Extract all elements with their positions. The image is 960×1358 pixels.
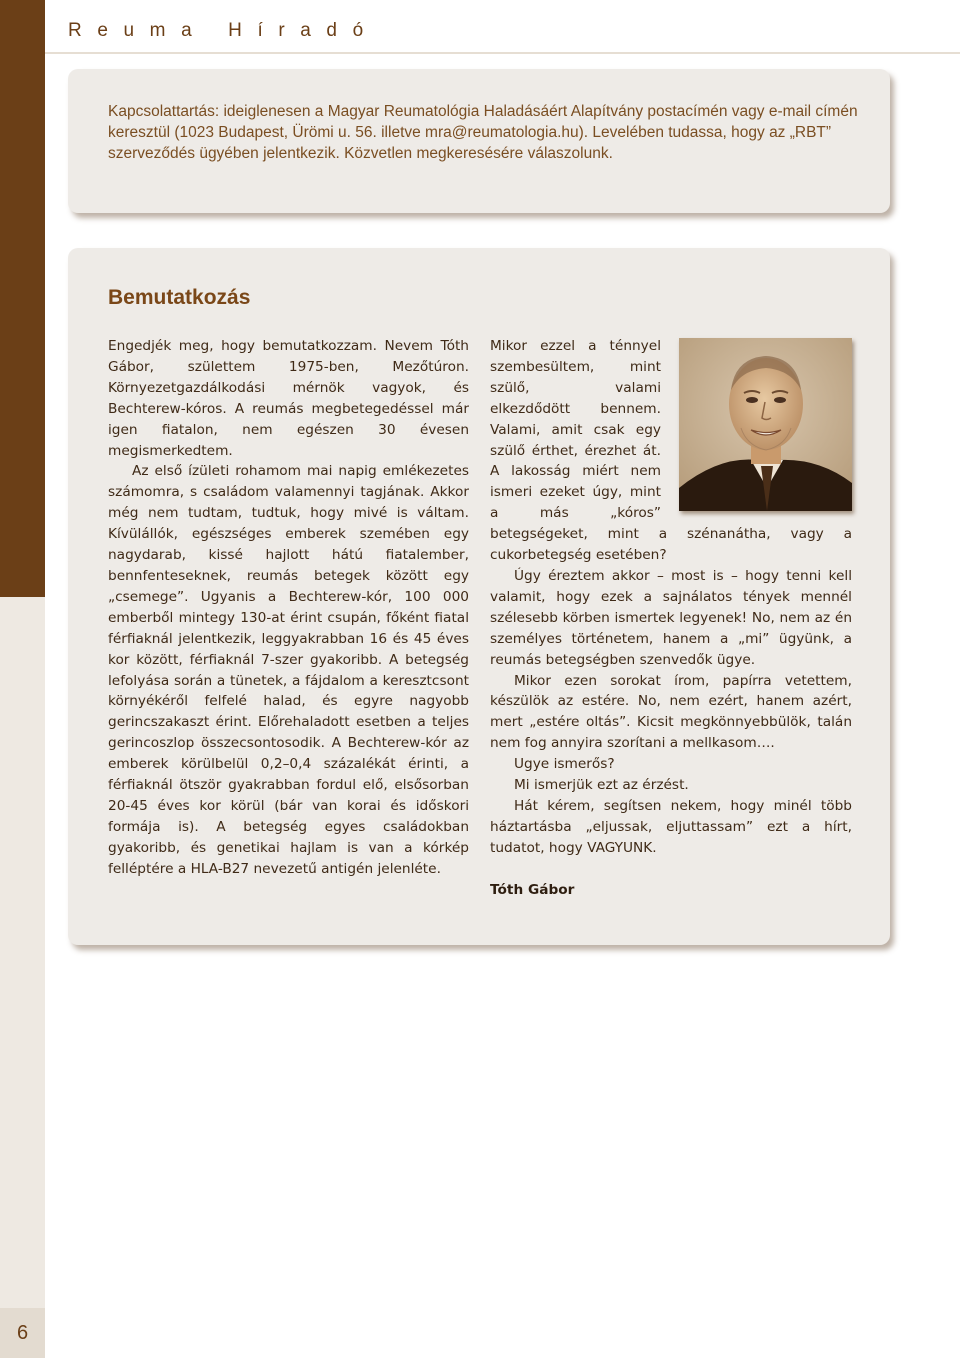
running-header: Reuma Híradó [68, 20, 379, 41]
sidebar-accent [0, 0, 45, 597]
sidebar-lower [0, 597, 45, 1358]
paragraph: Mikor ezzel a ténnyel szembesültem, mint szülő, valami elkezdődött bennem. Valami, amit csak egy szülő érthet, érezhet át. A lakosság miért nem ismeri ezeket úgy, mint a más „kóros” betegségeket, mint a szénanátha, vagy a cukorbetegség esetében? [490, 338, 852, 564]
article-author: Tóth Gábor [490, 881, 575, 898]
header-divider [45, 52, 960, 54]
paragraph: Úgy éreztem akkor – most is – hogy tenni kell valamit, hogy ezek a sajnálatos tények mennél szélesebb körben ismertek legyenek! No, nem az én személyes történetem, hanem a „mi” ügyünk, a reumás betegségben szenvedők ügye. [490, 567, 852, 668]
contact-text: Kapcsolattartás: ideiglenesen a Magyar Reumatológia Haladásáért Alapítvány postacímén vagy e-mail címén keresztül (1023 Budapest, Ürömi u. 56. illetve mra@reumatologia.hu). Levelében tudassa, hogy az „RBT” szerveződés ügyében jelentkezik. Közvetlen megkeresésére válaszolunk. [108, 103, 858, 162]
paragraph: Engedjék meg, hogy bemutatkozzam. Nevem Tóth Gábor, születtem 1975-ben, Mezőtúron. Környezetgazdálkodási mérnök vagyok, és Bechterew-kóros. A reumás megbetegedéssel már igen fiatalon, nem egészen 30 évesen megismerkedtem. [108, 338, 469, 459]
article-column-left [108, 336, 469, 880]
author-photo [679, 338, 852, 511]
article-column-right [490, 336, 852, 901]
page-number: 6 [0, 1308, 45, 1358]
paragraph: Mi ismerjük ezt az érzést. [514, 777, 689, 794]
paragraph: Az első ízületi rohamom mai napig emlékezetes számomra, s családom valamennyi tagjának. Akkor még nem tudtam, tudtuk, hogy mivé is váltam. Kívülállók, egészséges emberek szemében egy nagydarab, kissé hajlott hátú fiatalember, bennfenteseknek, reumás betegek között egy „csemege”. Ugyanis a Bechterew-kór, 100 000 emberből mintegy 130-at érint csupán, főként fiatal férfiaknál jelentkezik, leggyakrabban 16 és 45 éves kor között, férfiaknál 7-szer gyakoribb. A betegség lefolyása során a tünetek, a fájdalom a keresztcsont környékéről felfelé halad, és egyre nagyobb gerincszakaszt érint. Előrehaladott esetben a teljes gerincoszlop összecsontosodik. A Bechterew-kór az emberek körülbelül 0,2–0,4 százalékát érinti, a férfiaknál ötször gyakrabban fordul elő, elsősorban 20-45 éves kor körül (bár van korai és időskori formája is). A betegség egyes családokban gyakoribb, és genetikai hajlam is van a kórkép felléptére a HLA-B27 nevezetű antigén jelenléte. [108, 463, 469, 877]
paragraph: Hát kérem, segítsen nekem, hogy minél több háztartásba „eljussak, eljuttassam” ezt a hírt, tudatot, hogy VAGYUNK. [490, 797, 852, 856]
paragraph: Mikor ezen sorokat írom, papírra vetettem, készülök az estére. No, nem ezért, hanem azért, mert „estére oltás”. Kicsit megkönnyebbülök, talán nem fog annyira szorítani a mellkasom…. [490, 672, 852, 752]
article-title: Bemutatkozás [108, 286, 251, 309]
portrait-image [679, 338, 852, 511]
contact-box [68, 69, 890, 213]
article-box [68, 248, 890, 945]
paragraph: Ugye ismerős? [514, 756, 615, 773]
